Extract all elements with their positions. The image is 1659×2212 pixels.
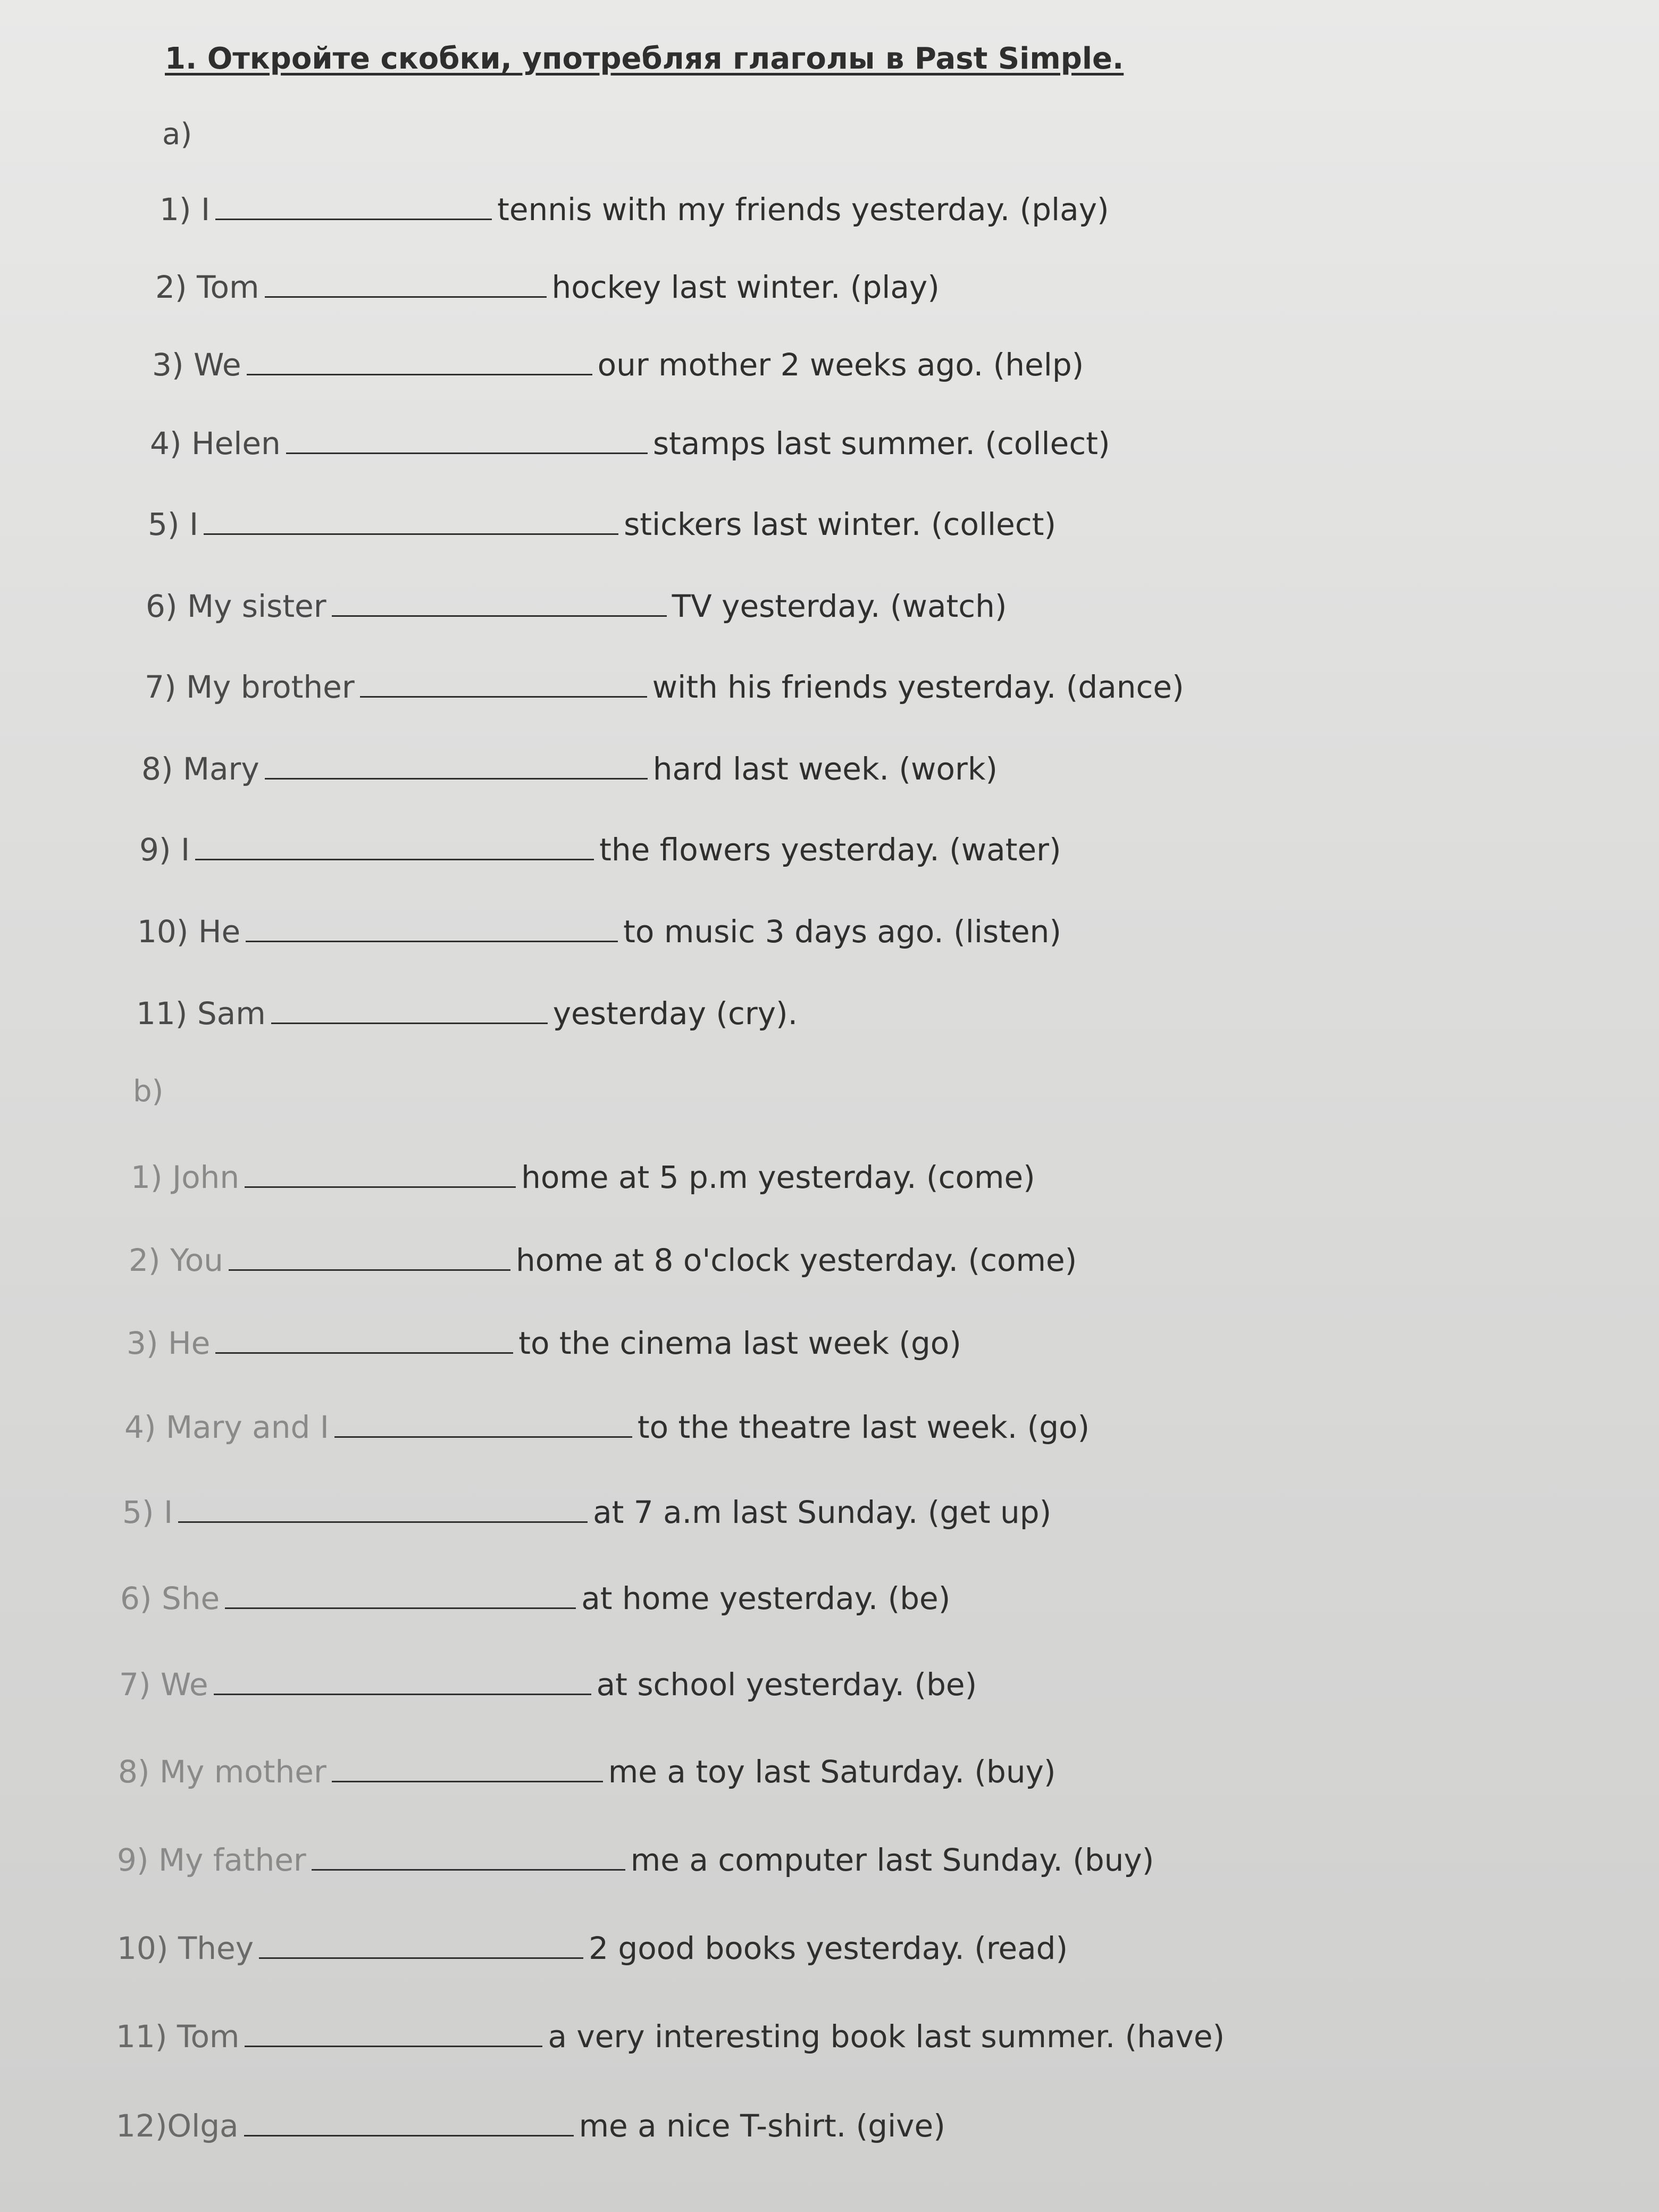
line-prefix: 9) I (139, 832, 190, 868)
answer-blank[interactable] (332, 610, 667, 617)
line-suffix: 2 good books yesterday. (read) (589, 1930, 1068, 1966)
line-suffix: hockey last winter. (play) (551, 269, 940, 305)
line-suffix: to the theatre last week. (go) (637, 1409, 1090, 1445)
line-prefix: 2) Tom (155, 269, 259, 305)
answer-blank[interactable] (246, 935, 618, 942)
line-suffix: a very interesting book last summer. (have) (548, 2018, 1225, 2055)
worksheet (106, 21, 1542, 2191)
line-prefix: 9) My father (117, 1842, 306, 1878)
line-suffix: to the cinema last week (go) (518, 1325, 961, 1361)
line-prefix: 6) My sister (146, 588, 326, 624)
answer-blank[interactable] (286, 447, 648, 454)
line-suffix: me a toy last Saturday. (buy) (608, 1754, 1056, 1790)
line-prefix: 1) I (160, 191, 211, 228)
line-prefix: 5) I (148, 506, 199, 542)
answer-blank[interactable] (204, 528, 618, 535)
line-prefix: 5) I (122, 1494, 173, 1530)
line-suffix: with his friends yesterday. (dance) (652, 669, 1184, 705)
line-suffix: tennis with my friends yesterday. (play) (497, 191, 1109, 228)
answer-blank[interactable] (245, 1181, 516, 1188)
line-suffix: home at 5 p.m yesterday. (come) (521, 1159, 1035, 1195)
exercise-line-a11 (136, 995, 798, 1032)
line-suffix: me a computer last Sunday. (buy) (630, 1842, 1154, 1878)
line-suffix: TV yesterday. (watch) (672, 588, 1007, 624)
exercise-line-a10 (137, 914, 1061, 950)
line-prefix: 11) Tom (116, 2018, 240, 2055)
answer-blank[interactable] (312, 1864, 625, 1871)
line-suffix: at school yesterday. (be) (596, 1666, 977, 1703)
answer-blank[interactable] (229, 1264, 510, 1271)
exercise-line-b3 (127, 1325, 961, 1361)
line-suffix: stamps last summer. (collect) (652, 425, 1110, 462)
exercise-line-b6 (120, 1580, 950, 1616)
exercise-line-b11 (116, 2018, 1225, 2055)
answer-blank[interactable] (244, 2130, 574, 2136)
answer-blank[interactable] (225, 1602, 576, 1609)
answer-blank[interactable] (245, 2040, 542, 2047)
line-suffix: at home yesterday. (be) (581, 1580, 951, 1616)
answer-blank[interactable] (215, 213, 492, 220)
answer-blank[interactable] (178, 1516, 588, 1523)
line-suffix: home at 8 o'clock yesterday. (come) (515, 1242, 1077, 1278)
exercise-line-a2 (155, 269, 940, 305)
line-prefix: 7) My brother (145, 669, 355, 705)
line-prefix: 12)Olga (116, 2108, 239, 2144)
exercise-line-b5 (122, 1494, 1051, 1530)
line-prefix: 8) My mother (118, 1754, 326, 1790)
exercise-line-b12 (116, 2108, 945, 2144)
line-prefix: 11) Sam (136, 995, 266, 1032)
line-suffix: to music 3 days ago. (listen) (623, 914, 1062, 950)
line-suffix: me a nice T-shirt. (give) (579, 2108, 945, 2144)
answer-blank[interactable] (271, 1017, 548, 1024)
answer-blank[interactable] (214, 1688, 591, 1695)
answer-blank[interactable] (265, 291, 547, 298)
line-prefix: 10) They (117, 1930, 254, 1966)
line-suffix: at 7 a.m last Sunday. (get up) (593, 1494, 1052, 1530)
answer-blank[interactable] (334, 1431, 632, 1438)
exercise-line-b8 (118, 1754, 1056, 1790)
line-suffix: hard last week. (work) (652, 751, 998, 787)
exercise-line-a3 (152, 347, 1084, 383)
answer-blank[interactable] (265, 773, 648, 780)
line-prefix: 6) She (120, 1580, 220, 1616)
exercise-line-a7 (145, 669, 1184, 705)
answer-blank[interactable] (259, 1952, 583, 1959)
line-suffix: the flowers yesterday. (water) (599, 832, 1061, 868)
line-prefix: 3) We (152, 347, 241, 383)
answer-blank[interactable] (360, 691, 647, 698)
line-suffix: our mother 2 weeks ago. (help) (597, 347, 1084, 383)
exercise-line-b4 (124, 1409, 1090, 1445)
answer-blank[interactable] (247, 368, 592, 375)
line-prefix: 10) He (137, 914, 241, 950)
exercise-line-b7 (119, 1666, 977, 1703)
exercise-line-a6 (146, 588, 1007, 624)
exercise-line-b1 (131, 1159, 1035, 1195)
answer-blank[interactable] (215, 1347, 513, 1354)
exercise-line-b2 (129, 1242, 1077, 1278)
section-b-label: b) (133, 1074, 164, 1109)
exercise-line-a8 (141, 751, 998, 787)
line-prefix: 4) Helen (150, 425, 281, 462)
line-prefix: 3) He (127, 1325, 211, 1361)
section-a-label: a) (162, 117, 192, 152)
line-prefix: 1) John (131, 1159, 240, 1195)
line-prefix: 7) We (119, 1666, 208, 1703)
exercise-line-a9 (139, 832, 1061, 868)
line-suffix: yesterday (cry). (552, 995, 798, 1032)
exercise-line-b10 (117, 1930, 1068, 1966)
line-prefix: 8) Mary (141, 751, 259, 787)
answer-blank[interactable] (195, 853, 594, 860)
exercise-line-b9 (117, 1842, 1154, 1878)
exercise-line-a1 (160, 191, 1109, 228)
exercise-title: 1. Откройте скобки, употребляя глаголы в Past Simple. (165, 41, 1124, 76)
exercise-line-a5 (148, 506, 1056, 542)
line-prefix: 4) Mary and I (124, 1409, 329, 1445)
answer-blank[interactable] (332, 1775, 603, 1782)
line-prefix: 2) You (129, 1242, 223, 1278)
line-suffix: stickers last winter. (collect) (624, 506, 1057, 542)
exercise-line-a4 (150, 425, 1110, 462)
